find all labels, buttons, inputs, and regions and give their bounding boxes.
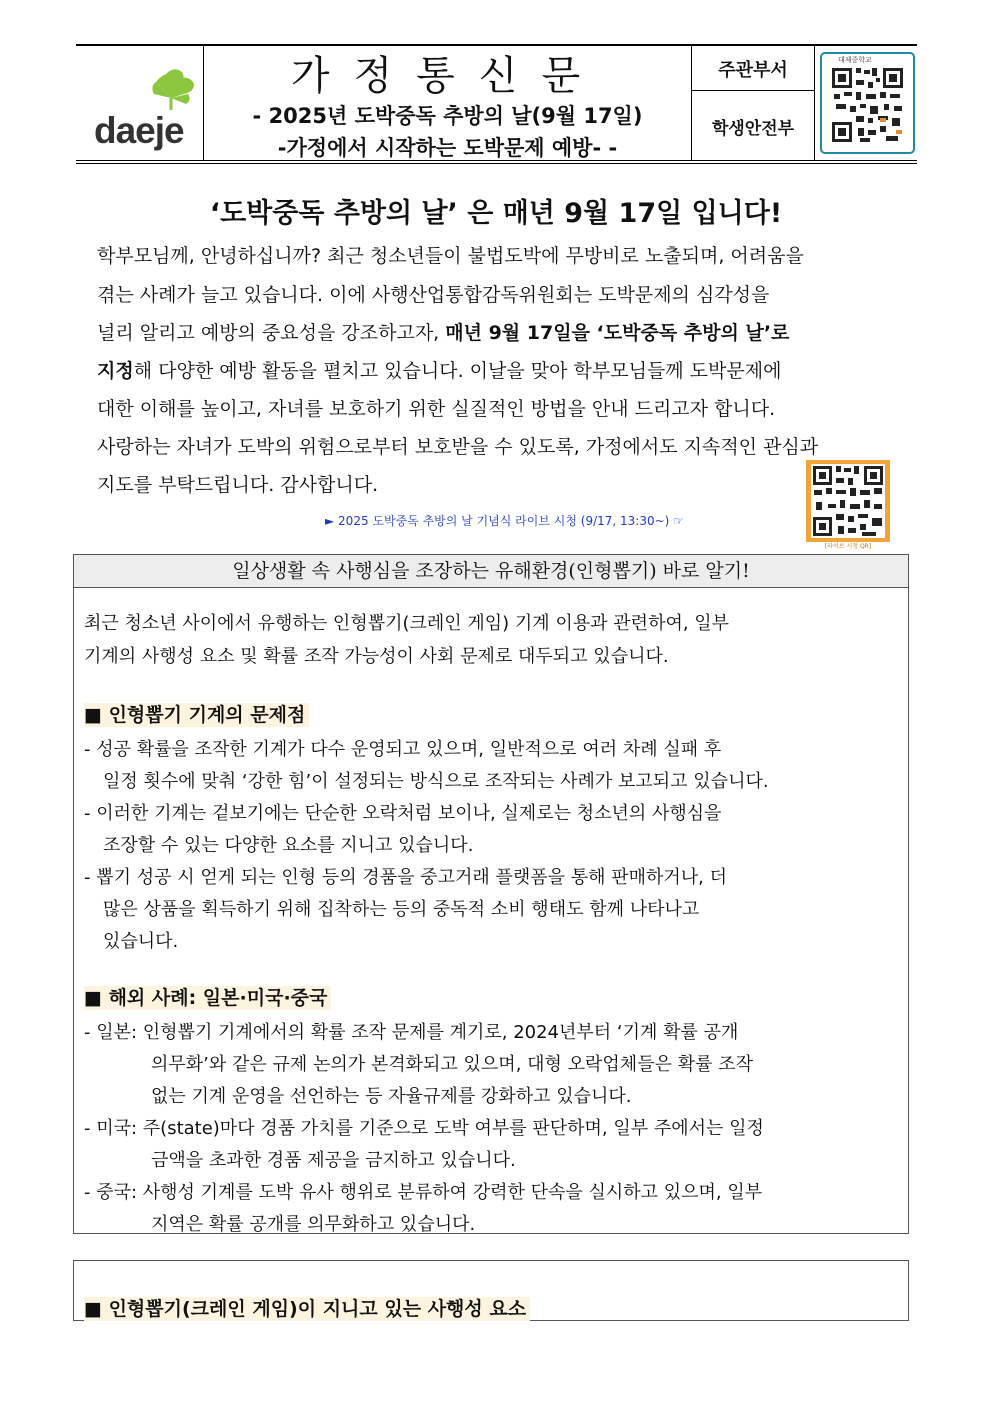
qr-code-icon: [806, 460, 890, 542]
box-intro-line: 기계의 사행성 요소 및 확률 조작 가능성이 사회 문제로 대두되고 있습니다.: [84, 646, 669, 667]
bullet-line: 의무화’와 같은 규제 논의가 본격화되고 있으며, 대형 오락업체들은 확률 조작: [151, 1054, 753, 1075]
intro-text: 해 다양한 예방 활동을 펼치고 있습니다. 이날을 맞아 학부모님들께 도박문제에: [133, 360, 782, 382]
intro-emphasis: 지정: [97, 360, 134, 382]
intro-line: 대한 이해를 높이고, 자녀를 보호하기 위한 실질적인 방법을 안내 드리고자 합니다.: [97, 398, 776, 420]
header-cell-divider: [691, 90, 814, 91]
logo-wordmark: daeje: [94, 110, 184, 151]
live-qr-caption: [라이브 시청 QR]: [824, 543, 872, 550]
bullet-line: 지역은 확률 공개를 의무화하고 있습니다.: [151, 1214, 476, 1235]
bullet-line: 있습니다.: [103, 931, 179, 952]
intro-line: [97, 318, 912, 345]
box-intro-line: 최근 청소년 사이에서 유행하는 인형뽑기(크레인 게임) 기계 이용과 관련하여, 일부: [84, 613, 730, 634]
intro-line: 겪는 사례가 늘고 있습니다. 이에 사행산업통합감독위원회는 도박문제의 심각성을: [97, 284, 770, 306]
intro-text: 널리 알리고 예방의 중요성을 강조하고자,: [97, 322, 446, 344]
bullet-line: 금액을 초과한 경품 제공을 금지하고 있습니다.: [151, 1150, 516, 1171]
section-title-problems: [84, 700, 309, 727]
subtitle-line-2: -가정에서 시작하는 도박문제 예방- -: [277, 136, 618, 160]
live-stream-qr-code[interactable]: [806, 460, 890, 542]
dept-label: 주관부서: [718, 60, 788, 81]
section-title-text: ■ 인형뽑기 기계의 문제점: [84, 703, 309, 727]
bullet-line: - 미국: 주(state)마다 경품 가치를 기준으로 도박 여부를 판단하며, 일부 주에서는 일정: [84, 1118, 764, 1139]
intro-line: 학부모님께, 안녕하십니까? 최근 청소년들이 불법도박에 무방비로 노출되며, 어려움을: [97, 245, 804, 267]
school-qr-code[interactable]: [820, 52, 915, 154]
bullet-line: 많은 상품을 획득하기 위해 집착하는 등의 중독적 소비 행태도 함께 나타나고: [103, 899, 700, 920]
subtitle-line-1: - 2025년 도박중독 추방의 날(9월 17일): [252, 104, 643, 128]
qr-school-caption: 대제중학교: [838, 56, 872, 64]
gambling-elements-box: [73, 1260, 909, 1321]
section-title-gambling-elements: [84, 1294, 530, 1321]
section-title-text: ■ 인형뽑기(크레인 게임)이 지니고 있는 사행성 요소: [84, 1297, 530, 1321]
section-title-overseas: [84, 983, 331, 1010]
qr-code-icon: [820, 52, 915, 154]
bullet-line: - 이러한 기계는 겉보기에는 단순한 오락처럼 보이나, 실제로는 청소년의 사행심을: [84, 803, 722, 824]
live-stream-link[interactable]: ► 2025 도박중독 추방의 날 기념식 라이브 시청 (9/17, 13:30~) ☞: [325, 514, 684, 528]
headline: ‘도박중독 추방의 날’ 은 매년 9월 17일 입니다!: [209, 198, 783, 229]
intro-emphasis: 매년 9월 17일을 ‘도박중독 추방의 날’로: [445, 322, 790, 344]
intro-line: 사랑하는 자녀가 도박의 위험으로부터 보호받을 수 있도록, 가정에서도 지속적인 관심과: [97, 436, 819, 458]
page-title: 가정통신문: [290, 53, 605, 99]
intro-line: [97, 356, 912, 383]
section-title-text: ■ 해외 사례: 일본·미국·중국: [84, 986, 331, 1010]
crane-game-info-box: [73, 554, 909, 1234]
bullet-line: 일정 횟수에 맞춰 ‘강한 힘’이 설정되는 방식으로 조작되는 사례가 보고되고 있습니다.: [103, 771, 769, 792]
bullet-line: - 뽑기 성공 시 얻게 되는 인형 등의 경품을 중고거래 플랫폼을 통해 판매하거나, 더: [84, 867, 728, 888]
bullet-line: 없는 기계 운영을 선언하는 등 자율규제를 강화하고 있습니다.: [151, 1086, 632, 1107]
dept-name: 학생안전부: [711, 119, 795, 139]
bullet-line: - 일본: 인형뽑기 기계에서의 확률 조작 문제를 계기로, 2024년부터 ‘기계 확률 공개: [84, 1022, 739, 1043]
bullet-line: 조장할 수 있는 다양한 요소를 지니고 있습니다.: [103, 835, 474, 856]
bullet-line: - 중국: 사행성 기계를 도박 유사 행위로 분류하여 강력한 단속을 실시하고 있으며, 일부: [84, 1182, 763, 1203]
intro-line: 지도를 부탁드립니다. 감사합니다.: [97, 474, 379, 496]
bullet-line: - 성공 확률을 조작한 기계가 다수 운영되고 있으며, 일반적으로 여러 차례 실패 후: [84, 739, 722, 760]
header-divider: [814, 46, 815, 160]
box-heading: 일상생활 속 사행심을 조장하는 유해환경(인형뽑기) 바로 알기!: [74, 555, 908, 588]
school-logo: [86, 68, 201, 151]
header: [76, 44, 917, 165]
